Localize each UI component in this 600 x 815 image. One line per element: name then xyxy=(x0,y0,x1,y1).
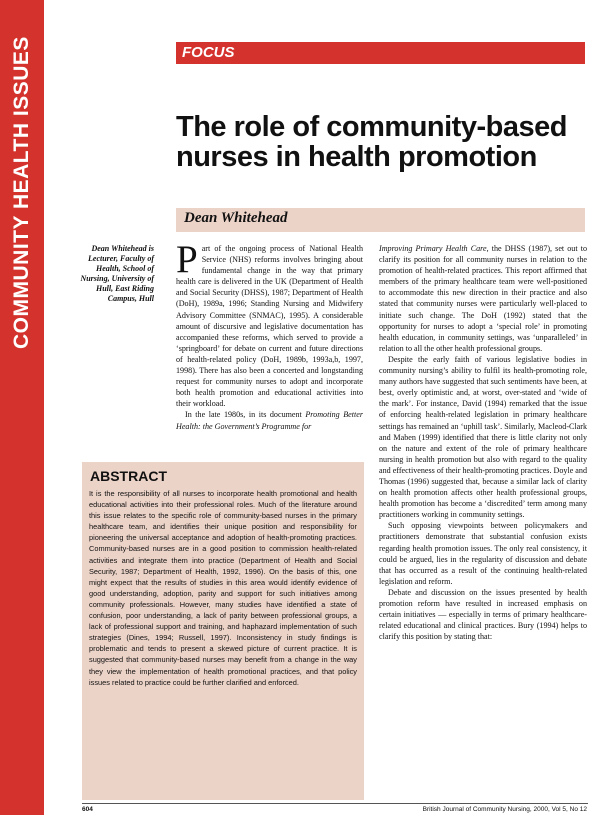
paragraph: Debate and discussion on the issues presented by health promotion reform have resulted in increased emphasis on certain initiatives — especially in terms of primary healthcare-related educational and clinical practices. Bury (1994) helps to clarify this position by stating that: xyxy=(379,587,587,642)
abstract-heading: ABSTRACT xyxy=(90,468,167,484)
paragraph xyxy=(176,409,363,431)
paragraph xyxy=(176,243,363,409)
journal-citation: British Journal of Community Nursing, 2000, Vol 5, No 12 xyxy=(422,806,587,813)
section-label: FOCUS xyxy=(182,44,235,61)
paragraph: Such opposing viewpoints between policymakers and practitioners demonstrate that substantial confusion exists regarding health promotion issues. The only real consistency, it could be argued, lies in the regularity of discussion and debate that has occurred as a result of the continuing health-related legislation and reform. xyxy=(379,521,587,586)
document-title: Improving Primary Health Care xyxy=(379,244,487,253)
paragraph-text: art of the ongoing process of National Health Service (NHS) reforms involves bringing about fundamental change in the way that primary health care is delivered in the UK (Department of Health and Social Security (DHSS), 1987; Department of Health (DoH), 1989a, 1996; Standing Nursing and Midwifery Advisory Committee (SNMAC), 1995). A considerable amount of discursive and legislative documentation has accompanied these reforms, which served to provide a ‘springboard’ for debate on current and future directions of health-related policy (DoH, 1989b, 1993a,b, 1997, 1998). There has also been a concerted and longstanding request for community nurses to adopt and incorporate both health promotion and educational activities into their workload. xyxy=(176,244,363,409)
section-sidebar xyxy=(0,0,44,815)
document-title: Promoting Better Health: the Government’s Programme for xyxy=(176,410,363,431)
paragraph xyxy=(379,243,587,354)
body-column-2 xyxy=(379,243,587,801)
paragraph-text: In the late 1980s, in its document xyxy=(185,410,306,420)
drop-cap: P xyxy=(176,243,198,281)
author-name: Dean Whitehead xyxy=(184,210,288,226)
body-column-1 xyxy=(176,243,363,453)
paragraph-text: , the DHSS (1987), set out to clarify its position for all community nurses in relation to the promotion of health-related practices. This report affirmed that members of the primary healthcare team were well-positioned to accommodate this new direction in their practice and also stated that community nurses were particularly well-placed to initiate such change. The DoH (1992) stated that the opportunity for nurses to adopt a ‘special role’ in promoting health education, in community settings, was ‘unparalleled’ in relation to all the other health professional groups. xyxy=(379,244,587,353)
footer-rule xyxy=(82,803,588,804)
article-title: The role of community-based nurses in health promotion xyxy=(176,111,567,173)
abstract-panel xyxy=(82,462,364,800)
author-affiliation: Dean Whitehead is Lecturer, Faculty of Health, School of Nursing, University of Hull, East Riding Campus, Hull xyxy=(80,244,154,303)
section-banner xyxy=(176,42,585,64)
abstract-text: It is the responsibility of all nurses to incorporate health promotional and health educational activities into their professional roles. Much of the literature around this issue relates to the specific role of community-based nurses in the primary healthcare team, and identifies their unique position and responsibility for pioneering the universal acceptance and adoption of health-promoting practices. Community-based nurses are in a good position to commission health-related activities and integrate them into practice (Department of Health and Social Security, 1987; Department of Health, 1992, 1996). On the basis of this, one might expect that the results of studies in this area would identify evidence of good understanding, adoption, parity and support for such initiatives among community professionals. However, many studies have identified a state of confusion, poor understanding, a lack of parity between professional groups, a lack of professional support and training, and haphazard implementation of such strategies (Dines, 1994; Russell, 1997). Inconsistency in study findings is problematic and tends to present a skewed picture of current practice. It is suggested that community-based nurses may benefit from a change in the way they view the implementation of health promotional practices, and that policy issues related to practice could be further clarified and enforced. xyxy=(89,489,357,687)
sidebar-label: COMMUNITY HEALTH ISSUES xyxy=(10,36,33,349)
paragraph: Despite the early faith of various legislative bodies in community nursing’s ability to fulfil its health-promoting role, many authors have suggested that such sentiments have been, at best, overly optimistic and, at worst, over-stated and ‘wide of the mark’. For instance, David (1994) remarked that the issue of enforcing health-related legislation in primary healthcare settings has remained an ‘uphill task’. Similarly, Macleod-Clark and Maben (1999) identified that there is little clarity not only on the nature and extent of the role of primary healthcare nursing in health promotion but also with regard to the quality and effectiveness of their health-promoting practices. Doyle and Thomas (1996) suggested that, because a similar lack of clarity on health promotion affects other health professional groups, health promotion has become a ‘discredited’ term among many practitioners working in community settings. xyxy=(379,354,587,520)
page-number: 604 xyxy=(82,806,93,813)
author-banner xyxy=(176,208,585,232)
